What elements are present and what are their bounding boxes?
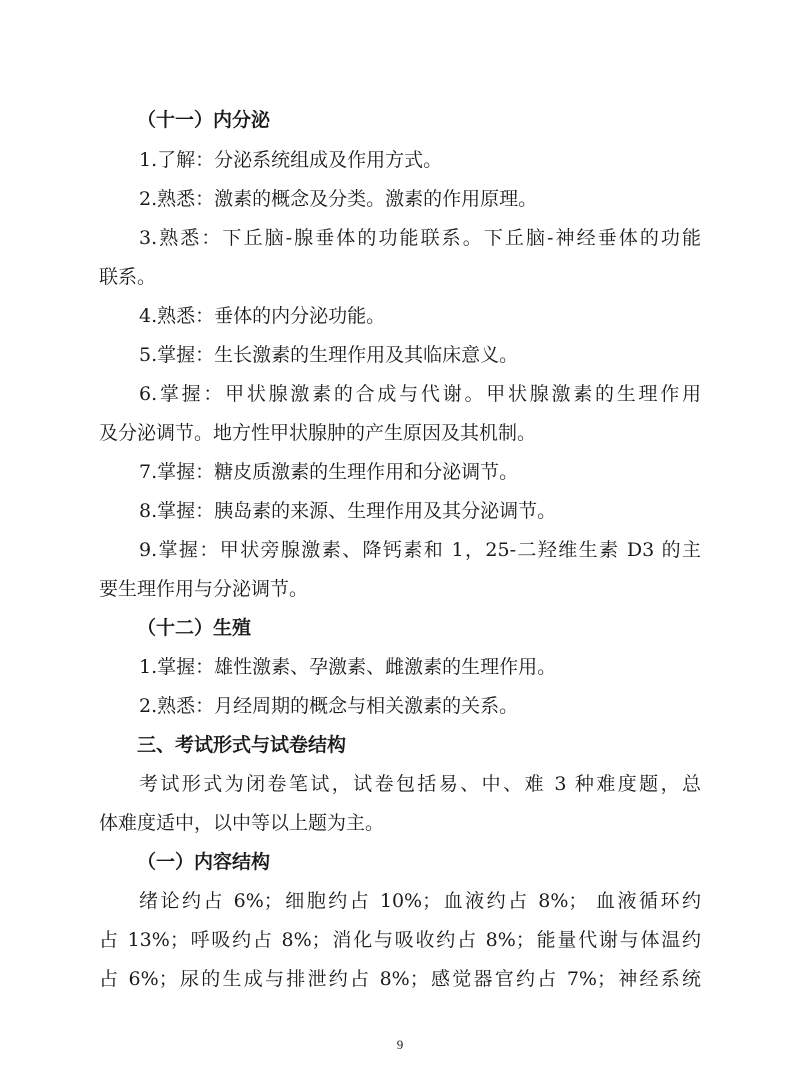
list-item: 6.掌握：甲状腺激素的合成与代谢。甲状腺激素的生理作用 [139,383,701,405]
section-heading-content-structure: （一）内容结构 [137,851,271,873]
list-item: 1.了解：分泌系统组成及作用方式。 [139,149,443,171]
paragraph-line: 考试形式为闭卷笔试，试卷包括易、中、难 3 种难度题，总 [139,773,701,795]
list-item-continuation: 要生理作用与分泌调节。 [99,578,309,600]
list-item: 8.掌握：胰岛素的来源、生理作用及其分泌调节。 [139,500,557,522]
paragraph-line: 绪论约占 6%；细胞约占 10%；血液约占 8%； 血液循环约 [139,890,701,912]
section-heading-reproduction: （十二）生殖 [137,617,252,639]
list-item: 9.掌握：甲状旁腺激素、降钙素和 1，25-二羟维生素 D3 的主 [139,539,701,561]
list-item-continuation: 及分泌调节。地方性甲状腺肿的产生原因及其机制。 [99,422,537,444]
list-item: 3.熟悉：下丘脑-腺垂体的功能联系。下丘脑-神经垂体的功能 [139,227,701,249]
paragraph-line: 体难度适中，以中等以上题为主。 [99,812,385,834]
section-heading-endocrine: （十一）内分泌 [137,109,271,131]
paragraph-line: 占 6%；尿的生成与排泄约占 8%；感觉器官约占 7%；神经系统 [99,968,701,990]
list-item: 5.掌握：生长激素的生理作用及其临床意义。 [139,344,519,366]
paragraph-line: 占 13%；呼吸约占 8%；消化与吸收约占 8%；能量代谢与体温约 [99,929,701,951]
list-item-continuation: 联系。 [99,266,157,288]
list-item: 7.掌握：糖皮质激素的生理作用和分泌调节。 [139,461,519,483]
part-heading-exam-format: 三、考试形式与试卷结构 [137,734,347,756]
list-item: 1.掌握：雄性激素、孕激素、雌激素的生理作用。 [139,656,557,678]
list-item: 2.熟悉：月经周期的概念与相关激素的关系。 [139,695,519,717]
list-item: 2.熟悉：激素的概念及分类。激素的作用原理。 [139,188,538,210]
page-number: 9 [396,1037,404,1052]
list-item: 4.熟悉：垂体的内分泌功能。 [139,305,386,327]
